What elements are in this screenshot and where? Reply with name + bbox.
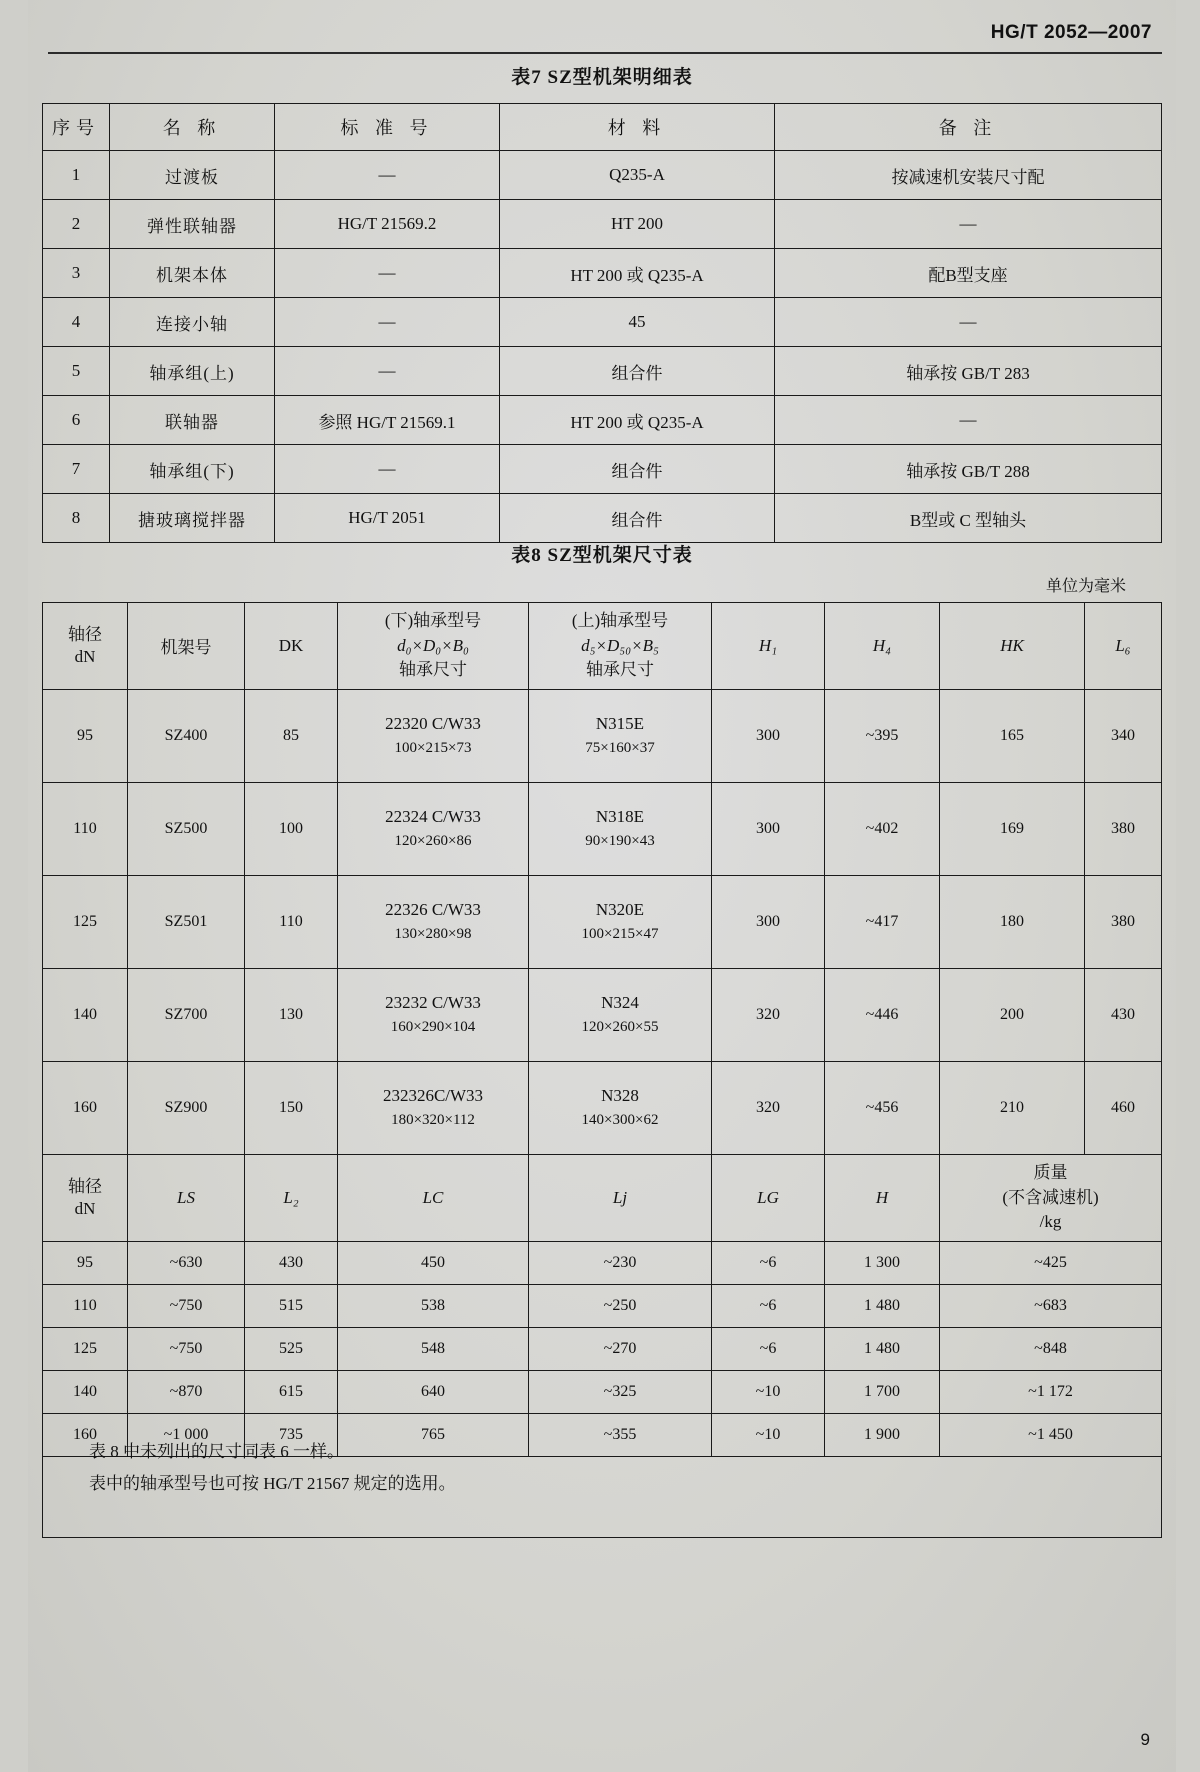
cell-H1: 300 xyxy=(712,782,825,875)
cell-material: HT 200 或 Q235-A xyxy=(500,396,775,445)
cell-Lj: ~355 xyxy=(529,1413,712,1456)
cell-name: 联轴器 xyxy=(110,396,275,445)
table-row xyxy=(43,1327,1162,1370)
cell-H: 1 480 xyxy=(825,1327,940,1370)
cell-remark: B型或 C 型轴头 xyxy=(775,494,1162,543)
cell-L6: 340 xyxy=(1085,689,1162,782)
col-H4: H₄ xyxy=(825,603,940,690)
cell-frame: SZ500 xyxy=(128,782,245,875)
cell-material: 45 xyxy=(500,298,775,347)
cell-DK: 85 xyxy=(245,689,338,782)
cell-L2: 615 xyxy=(245,1370,338,1413)
table8-title: 表8 SZ型机架尺寸表 xyxy=(511,545,693,566)
col-LG: LG xyxy=(712,1154,825,1241)
cell-L2: 525 xyxy=(245,1327,338,1370)
table8-unit-note: 单位为毫米 xyxy=(1045,578,1126,595)
table7-col-备注: 备 注 xyxy=(775,104,1162,151)
cell-dN: 160 xyxy=(43,1061,128,1154)
cell-dN: 160 xyxy=(43,1413,128,1456)
cell-standard: — xyxy=(275,151,500,200)
cell-upper-bearing: N320E 100×215×47 xyxy=(529,875,712,968)
table8-header-row-2 xyxy=(43,1154,1162,1241)
cell-seq: 4 xyxy=(43,298,110,347)
cell-remark: — xyxy=(775,396,1162,445)
cell-material: 组合件 xyxy=(500,347,775,396)
table-row xyxy=(43,445,1162,494)
cell-Lj: ~230 xyxy=(529,1241,712,1284)
cell-H: 1 900 xyxy=(825,1413,940,1456)
table-row xyxy=(43,782,1162,875)
cell-LG: ~6 xyxy=(712,1284,825,1327)
cell-L2: 515 xyxy=(245,1284,338,1327)
cell-HK: 165 xyxy=(940,689,1085,782)
cell-name: 搪玻璃搅拌器 xyxy=(110,494,275,543)
cell-Lj: ~270 xyxy=(529,1327,712,1370)
cell-LC: 450 xyxy=(338,1241,529,1284)
cell-LS: ~630 xyxy=(128,1241,245,1284)
cell-DK: 150 xyxy=(245,1061,338,1154)
cell-Lj: ~250 xyxy=(529,1284,712,1327)
cell-LC: 765 xyxy=(338,1413,529,1456)
cell-seq: 2 xyxy=(43,200,110,249)
cell-DK: 100 xyxy=(245,782,338,875)
cell-L2: 735 xyxy=(245,1413,338,1456)
table-row xyxy=(43,298,1162,347)
cell-H: 1 700 xyxy=(825,1370,940,1413)
table-row xyxy=(43,689,1162,782)
cell-L6: 460 xyxy=(1085,1061,1162,1154)
cell-material: 组合件 xyxy=(500,445,775,494)
table-row xyxy=(43,249,1162,298)
cell-material: Q235-A xyxy=(500,151,775,200)
cell-dN: 110 xyxy=(43,1284,128,1327)
col-轴径-2: 轴径 dN xyxy=(43,1154,128,1241)
table7-col-材料: 材 料 xyxy=(500,104,775,151)
table-row xyxy=(43,347,1162,396)
table7-col-标准号: 标 准 号 xyxy=(275,104,500,151)
cell-dN: 95 xyxy=(43,689,128,782)
cell-lower-bearing: 23232 C/W33 160×290×104 xyxy=(338,968,529,1061)
col-upper-bearing: (上)轴承型号 d₅×D₅₀×B₅ 轴承尺寸 xyxy=(529,603,712,690)
col-机架号: 机架号 xyxy=(128,603,245,690)
table8-header-row-1 xyxy=(43,603,1162,690)
cell-mass: ~1 172 xyxy=(940,1370,1162,1413)
cell-H4: ~395 xyxy=(825,689,940,782)
col-H1: H₁ xyxy=(712,603,825,690)
col-H: H xyxy=(825,1154,940,1241)
col-L6: L₆ xyxy=(1085,603,1162,690)
table-row xyxy=(43,151,1162,200)
cell-lower-bearing: 22320 C/W33 100×215×73 xyxy=(338,689,529,782)
cell-H1: 320 xyxy=(712,1061,825,1154)
cell-H4: ~446 xyxy=(825,968,940,1061)
cell-dN: 125 xyxy=(43,1327,128,1370)
table-row xyxy=(43,200,1162,249)
cell-H4: ~417 xyxy=(825,875,940,968)
col-mass: 质量 (不含减速机) /kg xyxy=(940,1154,1162,1241)
cell-standard: 参照 HG/T 21569.1 xyxy=(275,396,500,445)
cell-standard: — xyxy=(275,347,500,396)
cell-seq: 8 xyxy=(43,494,110,543)
table7-header-row xyxy=(43,104,1162,151)
cell-HK: 180 xyxy=(940,875,1085,968)
cell-material: 组合件 xyxy=(500,494,775,543)
cell-LS: ~1 000 xyxy=(128,1413,245,1456)
col-lower-bearing: (下)轴承型号 d₀×D₀×B₀ 轴承尺寸 xyxy=(338,603,529,690)
page-number: 9 xyxy=(1140,1730,1150,1749)
table7 xyxy=(42,103,1162,543)
note-line-1: 表 8 中未列出的尺寸同表 6 一样。 xyxy=(89,1442,344,1461)
cell-standard: — xyxy=(275,249,500,298)
cell-LS: ~750 xyxy=(128,1327,245,1370)
cell-HK: 169 xyxy=(940,782,1085,875)
cell-L6: 380 xyxy=(1085,875,1162,968)
cell-dN: 95 xyxy=(43,1241,128,1284)
cell-standard: — xyxy=(275,445,500,494)
cell-dN: 140 xyxy=(43,1370,128,1413)
cell-LC: 548 xyxy=(338,1327,529,1370)
cell-lower-bearing: 232326C/W33 180×320×112 xyxy=(338,1061,529,1154)
cell-seq: 7 xyxy=(43,445,110,494)
header-rule xyxy=(48,52,1162,54)
cell-H: 1 480 xyxy=(825,1284,940,1327)
table-row xyxy=(43,968,1162,1061)
cell-L2: 430 xyxy=(245,1241,338,1284)
table8 xyxy=(42,602,1162,1457)
table7-col-序号: 序号 xyxy=(43,104,110,151)
cell-mass: ~848 xyxy=(940,1327,1162,1370)
col-DK: DK xyxy=(245,603,338,690)
table-row xyxy=(43,1370,1162,1413)
cell-seq: 3 xyxy=(43,249,110,298)
cell-Lj: ~325 xyxy=(529,1370,712,1413)
cell-name: 过渡板 xyxy=(110,151,275,200)
cell-LC: 538 xyxy=(338,1284,529,1327)
cell-seq: 1 xyxy=(43,151,110,200)
cell-mass: ~425 xyxy=(940,1241,1162,1284)
col-L2: L₂ xyxy=(245,1154,338,1241)
cell-lower-bearing: 22324 C/W33 120×260×86 xyxy=(338,782,529,875)
cell-DK: 110 xyxy=(245,875,338,968)
table7-title: 表7 SZ型机架明细表 xyxy=(511,67,693,88)
col-HK: HK xyxy=(940,603,1085,690)
cell-material: HT 200 或 Q235-A xyxy=(500,249,775,298)
paper-sheet xyxy=(28,0,1176,1772)
cell-HK: 200 xyxy=(940,968,1085,1061)
cell-LS: ~870 xyxy=(128,1370,245,1413)
cell-seq: 6 xyxy=(43,396,110,445)
cell-HK: 210 xyxy=(940,1061,1085,1154)
table-row xyxy=(43,875,1162,968)
cell-mass: ~683 xyxy=(940,1284,1162,1327)
table-row xyxy=(43,1061,1162,1154)
table-row xyxy=(43,396,1162,445)
cell-H4: ~402 xyxy=(825,782,940,875)
cell-LG: ~6 xyxy=(712,1327,825,1370)
note-line-2: 表中的轴承型号也可按 HG/T 21567 规定的选用。 xyxy=(89,1474,456,1494)
cell-material: HT 200 xyxy=(500,200,775,249)
cell-frame: SZ400 xyxy=(128,689,245,782)
cell-remark: 轴承按 GB/T 288 xyxy=(775,445,1162,494)
col-LS: LS xyxy=(128,1154,245,1241)
col-Lj: Lj xyxy=(529,1154,712,1241)
cell-H1: 300 xyxy=(712,689,825,782)
cell-name: 轴承组(上) xyxy=(110,347,275,396)
cell-remark: — xyxy=(775,200,1162,249)
cell-H1: 300 xyxy=(712,875,825,968)
cell-H: 1 300 xyxy=(825,1241,940,1284)
cell-name: 连接小轴 xyxy=(110,298,275,347)
cell-L6: 430 xyxy=(1085,968,1162,1061)
standard-number: HG/T 2052—2007 xyxy=(990,22,1152,43)
cell-LG: ~6 xyxy=(712,1241,825,1284)
table8-notes xyxy=(42,1418,1162,1538)
col-轴径: 轴径 dN xyxy=(43,603,128,690)
cell-H1: 320 xyxy=(712,968,825,1061)
cell-mass: ~1 450 xyxy=(940,1413,1162,1456)
cell-lower-bearing: 22326 C/W33 130×280×98 xyxy=(338,875,529,968)
cell-remark: — xyxy=(775,298,1162,347)
cell-name: 机架本体 xyxy=(110,249,275,298)
cell-DK: 130 xyxy=(245,968,338,1061)
col-LC: LC xyxy=(338,1154,529,1241)
table7-col-名称: 名 称 xyxy=(110,104,275,151)
cell-LG: ~10 xyxy=(712,1370,825,1413)
cell-upper-bearing: N318E 90×190×43 xyxy=(529,782,712,875)
cell-name: 轴承组(下) xyxy=(110,445,275,494)
cell-dN: 140 xyxy=(43,968,128,1061)
cell-upper-bearing: N328 140×300×62 xyxy=(529,1061,712,1154)
cell-upper-bearing: N324 120×260×55 xyxy=(529,968,712,1061)
cell-standard: — xyxy=(275,298,500,347)
cell-frame: SZ900 xyxy=(128,1061,245,1154)
cell-remark: 按减速机安装尺寸配 xyxy=(775,151,1162,200)
cell-LC: 640 xyxy=(338,1370,529,1413)
cell-H4: ~456 xyxy=(825,1061,940,1154)
cell-remark: 轴承按 GB/T 283 xyxy=(775,347,1162,396)
cell-upper-bearing: N315E 75×160×37 xyxy=(529,689,712,782)
table-row xyxy=(43,1241,1162,1284)
cell-LG: ~10 xyxy=(712,1413,825,1456)
cell-standard: HG/T 2051 xyxy=(275,494,500,543)
cell-dN: 110 xyxy=(43,782,128,875)
table-row xyxy=(43,1284,1162,1327)
table-row xyxy=(43,494,1162,543)
cell-remark: 配B型支座 xyxy=(775,249,1162,298)
cell-standard: HG/T 21569.2 xyxy=(275,200,500,249)
cell-LS: ~750 xyxy=(128,1284,245,1327)
table7-section xyxy=(42,62,1162,543)
cell-frame: SZ700 xyxy=(128,968,245,1061)
cell-dN: 125 xyxy=(43,875,128,968)
cell-seq: 5 xyxy=(43,347,110,396)
cell-frame: SZ501 xyxy=(128,875,245,968)
table8-section xyxy=(42,540,1162,1457)
cell-L6: 380 xyxy=(1085,782,1162,875)
cell-name: 弹性联轴器 xyxy=(110,200,275,249)
